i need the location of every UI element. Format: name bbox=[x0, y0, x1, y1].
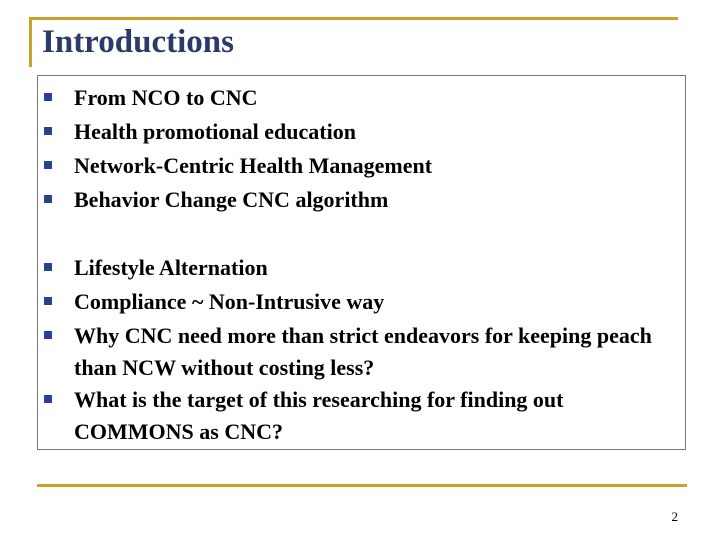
title-frame-top bbox=[29, 17, 678, 20]
bullet-text: Network-Centric Health Management bbox=[74, 153, 433, 178]
bullet-text: From NCO to CNC bbox=[74, 85, 258, 110]
bullet-text: Lifestyle Alternation bbox=[74, 255, 268, 280]
square-bullet-icon bbox=[44, 297, 52, 305]
slide-title: Introductions bbox=[42, 24, 234, 60]
bullet-text: Compliance ~ Non-Intrusive way bbox=[74, 289, 385, 314]
square-bullet-icon bbox=[44, 127, 52, 135]
bullet-text: Why CNC need more than strict endeavors for keeping peach than NCW without costing less? bbox=[74, 323, 652, 380]
square-bullet-icon bbox=[44, 93, 52, 101]
footer-line bbox=[37, 484, 687, 487]
square-bullet-icon bbox=[44, 195, 52, 203]
bullet-text: What is the target of this researching for finding out COMMONS as CNC? bbox=[74, 387, 564, 444]
page-number: 2 bbox=[671, 509, 678, 524]
title-frame-left bbox=[29, 17, 32, 67]
square-bullet-icon bbox=[44, 331, 52, 339]
square-bullet-icon bbox=[44, 263, 52, 271]
square-bullet-icon bbox=[44, 395, 52, 403]
bullet-text: Health promotional education bbox=[74, 119, 356, 144]
content-box bbox=[37, 75, 686, 450]
bullet-text: Behavior Change CNC algorithm bbox=[74, 187, 389, 212]
square-bullet-icon bbox=[44, 161, 52, 169]
